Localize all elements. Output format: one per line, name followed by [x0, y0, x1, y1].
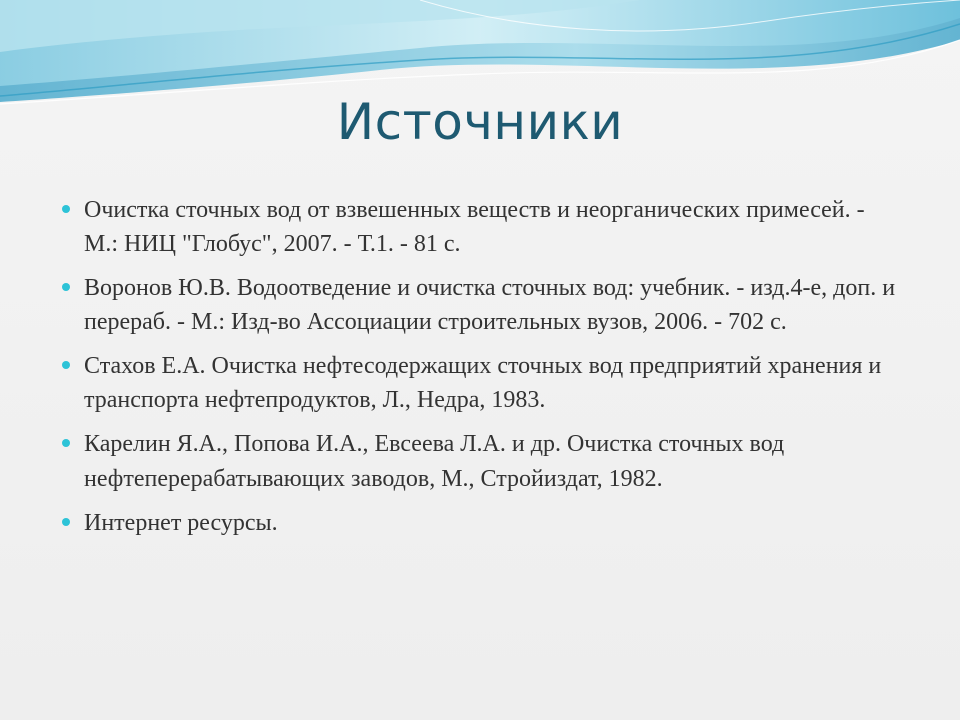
- source-text: Очистка сточных вод от взвешенных веществ и неорганических примесей. - М.: НИЦ "Глобус", 2007. - Т.1. - 81 с.: [84, 197, 865, 258]
- bullet-icon: [62, 283, 70, 291]
- bullet-icon: [62, 439, 70, 447]
- slide-title: Источники: [336, 93, 624, 151]
- source-text: Стахов Е.А. Очистка нефтесодержащих сточных вод предприятий хранения и транспорта нефтепродуктов, Л., Недра, 1983.: [84, 353, 882, 414]
- sources-list: [62, 193, 902, 550]
- bullet-icon: [62, 361, 70, 369]
- source-text: Интернет ресурсы.: [84, 509, 278, 536]
- list-item: [62, 506, 902, 540]
- bullet-icon: [62, 205, 70, 213]
- bullet-icon: [62, 518, 70, 526]
- source-text: Воронов Ю.В. Водоотведение и очистка сточных вод: учебник. - изд.4-е, доп. и перераб. - М.: Изд-во Ассоциации строительных вузов, 2006. - 702 с.: [84, 275, 896, 336]
- list-item: [62, 427, 902, 495]
- source-text: Карелин Я.А., Попова И.А., Евсеева Л.А. и др. Очистка сточных вод нефтеперерабатывающих заводов, М., Стройиздат, 1982.: [84, 431, 785, 492]
- list-item: [62, 193, 902, 261]
- list-item: [62, 349, 902, 417]
- list-item: [62, 271, 902, 339]
